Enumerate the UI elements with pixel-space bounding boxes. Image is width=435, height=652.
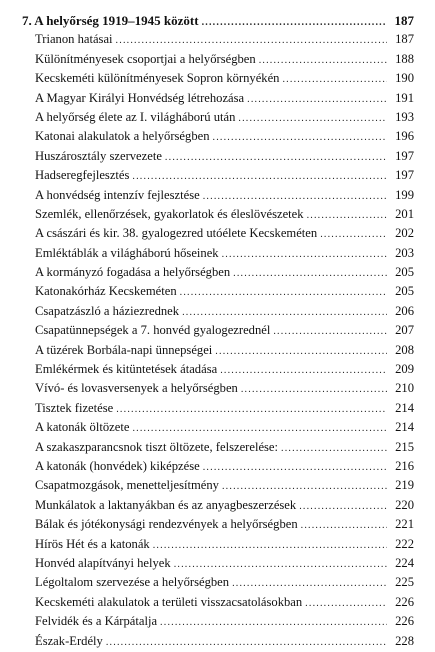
toc-entry	[22, 69, 414, 88]
toc-entry	[22, 244, 414, 263]
toc-entry-page-number: 197	[395, 148, 414, 163]
toc-entry-title: Tisztek fizetése	[35, 400, 114, 415]
dot-leader	[203, 187, 387, 206]
chapter-page-number: 187	[394, 13, 414, 28]
toc-entry-page-number: 220	[395, 497, 414, 512]
toc-entry-list	[22, 30, 414, 651]
dot-leader	[307, 206, 387, 225]
toc-entry	[22, 593, 414, 612]
toc-entry-title: A katonák (honvédek) kiképzése	[35, 458, 200, 473]
toc-entry	[22, 476, 414, 495]
toc-entry	[22, 341, 414, 360]
toc-entry-page-number: 210	[395, 381, 414, 396]
toc-entry	[22, 89, 414, 108]
toc-entry-title: Kecskeméti alakulatok a területi visszacsatolásokban	[35, 594, 303, 609]
toc-entry-title: Munkálatok a laktanyákban és az anyagbeszerzések	[35, 497, 297, 512]
toc-entry-title: Emlékérmek és kitüntetések átadása	[35, 362, 218, 377]
toc-entry-page-number: 207	[395, 323, 414, 338]
toc-entry-page-number: 225	[395, 575, 414, 590]
toc-entry-page-number: 191	[395, 90, 414, 105]
dot-leader	[106, 633, 387, 652]
toc-entry-title: Kecskeméti különítményesek Sopron környékén	[35, 71, 280, 86]
toc-entry-page-number: 193	[395, 109, 414, 124]
chapter-heading	[22, 11, 414, 30]
dot-leader	[282, 70, 387, 89]
toc-entry-page-number: 214	[395, 420, 414, 435]
dot-leader	[305, 594, 387, 613]
toc-entry-page-number: 196	[395, 129, 414, 144]
dot-leader	[203, 458, 387, 477]
dot-leader	[182, 303, 387, 322]
dot-leader	[153, 536, 387, 555]
toc-entry-page-number: 206	[395, 303, 414, 318]
toc-entry-page-number: 226	[395, 594, 414, 609]
dot-leader	[132, 167, 387, 186]
toc-entry-page-number: 215	[395, 439, 414, 454]
dot-leader	[233, 264, 387, 283]
toc-entry	[22, 418, 414, 437]
toc-entry-title: A honvédség intenzív fejlesztése	[35, 187, 200, 202]
toc-entry	[22, 205, 414, 224]
dot-leader	[160, 613, 387, 632]
toc-entry-title: Légoltalom szervezése a helyőrségben	[35, 575, 230, 590]
toc-entry-page-number: 208	[395, 342, 414, 357]
dot-leader	[132, 419, 387, 438]
toc-entry	[22, 224, 414, 243]
dot-leader	[222, 245, 387, 264]
toc-entry	[22, 321, 414, 340]
toc-entry-page-number: 197	[395, 168, 414, 183]
toc-entry-title: Hadseregfejlesztés	[35, 168, 130, 183]
toc-entry-title: Észak-Erdély	[35, 633, 103, 648]
dot-leader	[247, 90, 387, 109]
toc-entry-title: A császári és kir. 38. gyalogezred utóélete Kecskeméten	[35, 226, 318, 241]
toc-entry	[22, 263, 414, 282]
toc-entry-title: Csapatünnepségek a 7. honvéd gyalogezrednél	[35, 323, 271, 338]
toc-entry	[22, 535, 414, 554]
toc-entry-title: Csapatmozgások, menetteljesítmény	[35, 478, 219, 493]
toc-entry	[22, 30, 414, 49]
toc-entry-title: Felvidék és a Kárpátalja	[35, 614, 158, 629]
dot-leader	[281, 439, 387, 458]
toc-entry-page-number: 214	[395, 400, 414, 415]
dot-leader	[213, 128, 388, 147]
toc-entry-page-number: 219	[395, 478, 414, 493]
toc-entry-title: Hírös Hét és a katonák	[35, 536, 150, 551]
toc-entry-title: Emléktáblák a világháború hőseinek	[35, 245, 219, 260]
toc-entry-title: Katonakórház Kecskeméten	[35, 284, 177, 299]
dot-leader	[320, 225, 387, 244]
dot-leader	[180, 283, 387, 302]
dot-leader	[116, 31, 387, 50]
toc-entry-page-number: 216	[395, 458, 414, 473]
toc-entry	[22, 515, 414, 534]
dot-leader	[220, 361, 387, 380]
toc-entry	[22, 632, 414, 651]
toc-entry-title: A tüzérek Borbála-napi ünnepségei	[35, 342, 213, 357]
dot-leader	[222, 477, 387, 496]
toc-entry-page-number: 203	[395, 245, 414, 260]
toc-entry	[22, 302, 414, 321]
toc-entry	[22, 186, 414, 205]
toc-entry	[22, 438, 414, 457]
toc-entry-title: Csapatzászló a háziezrednek	[35, 303, 180, 318]
dot-leader	[165, 148, 387, 167]
toc-entry-page-number: 205	[395, 265, 414, 280]
dot-leader	[238, 109, 387, 128]
dot-leader	[259, 51, 387, 70]
toc-entry	[22, 147, 414, 166]
toc-entry	[22, 379, 414, 398]
toc-entry-page-number: 190	[395, 71, 414, 86]
toc-entry	[22, 573, 414, 592]
dot-leader	[299, 497, 387, 516]
toc-entry	[22, 50, 414, 69]
toc-entry-page-number: 202	[395, 226, 414, 241]
toc-entry-title: A kormányzó fogadása a helyőrségben	[35, 265, 231, 280]
toc-entry-page-number: 188	[395, 51, 414, 66]
toc-entry	[22, 612, 414, 631]
dot-leader	[116, 400, 387, 419]
toc-entry-page-number: 226	[395, 614, 414, 629]
dot-leader	[273, 322, 387, 341]
toc-entry-page-number: 228	[395, 633, 414, 648]
toc-entry	[22, 457, 414, 476]
toc-entry-title: Szemlék, ellenőrzések, gyakorlatok és éleslövészetek	[35, 206, 304, 221]
toc-entry-title: Bálak és jótékonysági rendezvények a helyőrségben	[35, 517, 298, 532]
toc-entry-title: Különítményesek csoportjai a helyőrségben	[35, 51, 256, 66]
toc-entry-title: Honvéd alapítványi helyek	[35, 555, 171, 570]
toc-entry-page-number: 205	[395, 284, 414, 299]
toc-entry	[22, 166, 414, 185]
toc-entry-page-number: 199	[395, 187, 414, 202]
dot-leader	[232, 574, 387, 593]
toc-entry-title: Vívó- és lovasversenyek a helyőrségben	[35, 381, 238, 396]
toc-entry-page-number: 201	[395, 206, 414, 221]
dot-leader	[241, 380, 387, 399]
toc-entry	[22, 127, 414, 146]
toc-entry	[22, 108, 414, 127]
chapter-title: 7. A helyőrség 1919–1945 között	[22, 13, 199, 28]
toc-entry	[22, 554, 414, 573]
toc-entry	[22, 496, 414, 515]
toc-entry-page-number: 221	[395, 517, 414, 532]
toc-entry-title: Trianon hatásai	[35, 32, 113, 47]
toc-entry	[22, 399, 414, 418]
toc-entry-page-number: 187	[395, 32, 414, 47]
toc-entry-title: A katonák öltözete	[35, 420, 130, 435]
toc-entry	[22, 360, 414, 379]
toc-entry-title: A helyőrség élete az I. világháború után	[35, 109, 236, 124]
toc-entry-title: A Magyar Királyi Honvédség létrehozása	[35, 90, 245, 105]
toc-entry-page-number: 222	[395, 536, 414, 551]
dot-leader	[174, 555, 387, 574]
dot-leader	[202, 13, 387, 32]
toc-entry-page-number: 224	[395, 555, 414, 570]
toc-entry	[22, 282, 414, 301]
dot-leader	[215, 342, 387, 361]
dot-leader	[301, 516, 387, 535]
toc-entry-title: A szakaszparancsnok tiszt öltözete, felszerelése:	[35, 439, 279, 454]
toc-entry-page-number: 209	[395, 362, 414, 377]
table-of-contents	[22, 11, 414, 651]
toc-entry-title: Katonai alakulatok a helyőrségben	[35, 129, 210, 144]
toc-entry-title: Huszárosztály szervezete	[35, 148, 162, 163]
